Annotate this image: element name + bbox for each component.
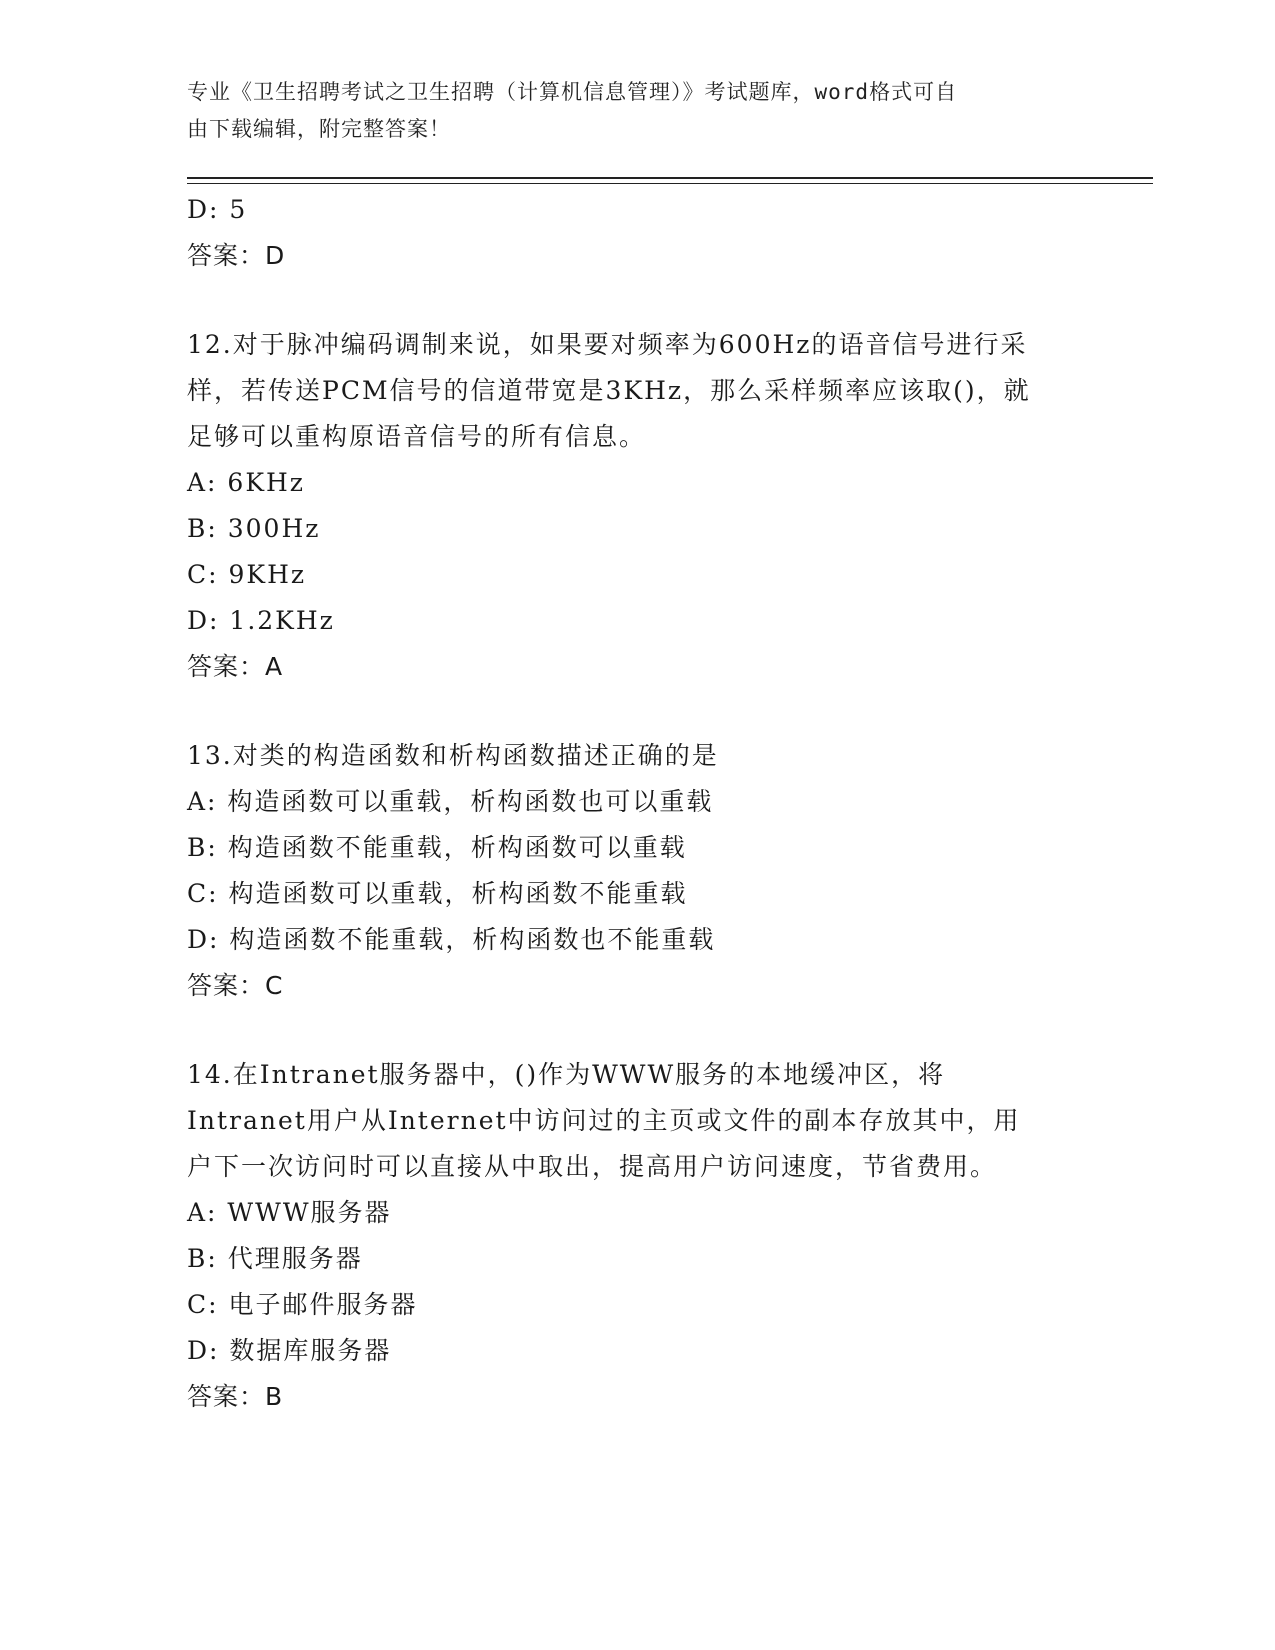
option-a: A: 构造函数可以重载，析构函数也可以重载 [187,787,714,816]
option-b: B: 代理服务器 [187,1244,363,1273]
question-stem-line: 足够可以重构原语音信号的所有信息。 [187,422,647,451]
header-line-2: 由下载编辑，附完整答案！ [187,117,451,141]
option-b: B: 300Hz [187,514,321,543]
question-12 [187,322,1087,690]
spacer [187,1009,1087,1052]
question-stem-line: 样，若传送PCM信号的信道带宽是3KHz，那么采样频率应该取()，就 [187,376,1031,405]
document-header [187,74,1067,148]
option-a: A: 6KHz [187,468,305,497]
option-c: C: 9KHz [187,560,307,589]
option-b: B: 构造函数不能重载，析构函数可以重载 [187,833,687,862]
question-stem-line: 14.在Intranet服务器中，()作为WWW服务的本地缓冲区，将 [187,1060,946,1089]
header-rule-secondary [187,183,1153,184]
question-stem-line: 12.对于脉冲编码调制来说，如果要对频率为600Hz的语音信号进行采 [187,330,1028,359]
question-stem-line: 户下一次访问时可以直接从中取出，提高用户访问速度，节省费用。 [187,1152,998,1181]
answer-line: 答案：C [187,971,284,1000]
question-stem-line: Intranet用户从Internet中访问过的主页或文件的副本存放其中，用 [187,1106,1021,1135]
option-c: C: 电子邮件服务器 [187,1290,418,1319]
question-list [187,187,1087,1420]
option-d: D: 1.2KHz [187,606,335,635]
option-d: D: 5 [187,195,248,224]
answer-line: 答案：B [187,1382,284,1411]
answer-line: 答案：D [187,241,286,270]
question-14 [187,1052,1087,1420]
spacer [187,690,1087,733]
spacer [187,279,1087,322]
option-d: D: 构造函数不能重载，析构函数也不能重载 [187,925,716,954]
option-c: C: 构造函数可以重载，析构函数不能重载 [187,879,688,908]
answer-line: 答案：A [187,652,284,681]
header-rule [187,177,1153,179]
question-stem-line: 13.对类的构造函数和析构函数描述正确的是 [187,741,719,770]
header-line-1: 专业《卫生招聘考试之卫生招聘（计算机信息管理）》考试题库，word格式可自 [187,80,958,104]
question-13 [187,733,1087,1009]
option-a: A: WWW服务器 [187,1198,392,1227]
option-d: D: 数据库服务器 [187,1336,392,1365]
